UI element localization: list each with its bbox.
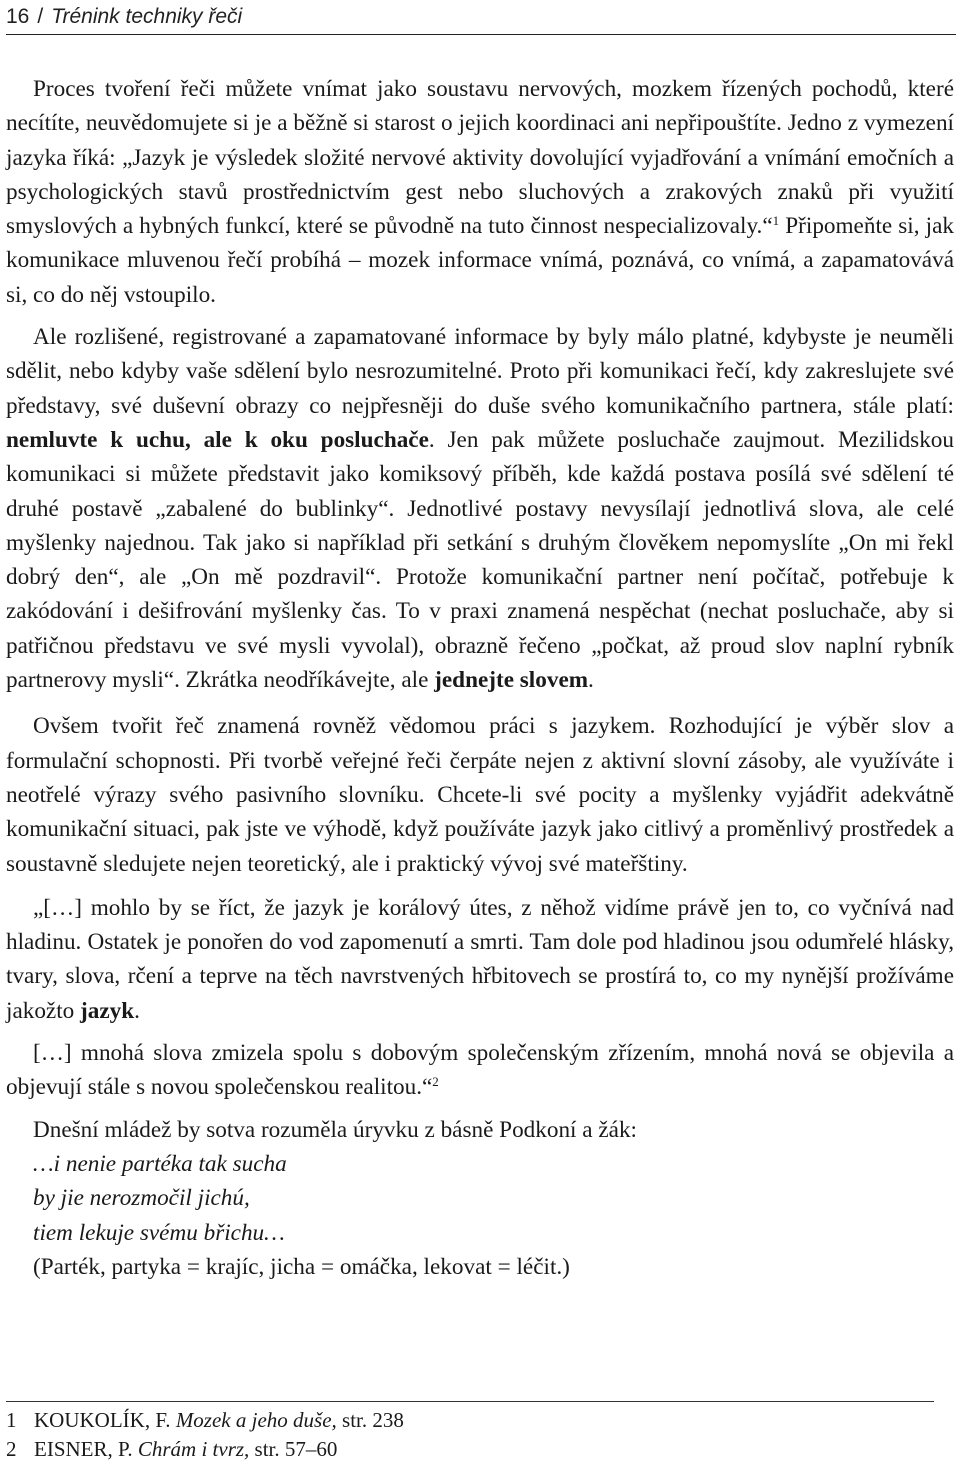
paragraph-2 <box>6 320 954 697</box>
header-separator: / <box>37 5 44 28</box>
footnote-divider <box>6 1401 934 1402</box>
footnotes <box>6 1406 946 1464</box>
footnote-author: KOUKOLÍK, F. <box>34 1408 176 1432</box>
paragraph-1-text: Proces tvoření řeči můžete vnímat jako soustavu nervových, mozkem řízených pochodů, které necítíte, neuvědomujete si je a běžně si starost o jejich koordinaci ani nepřipouštíte. Jedno z vymezení jazyka říká: „Jazyk je výsledek složité nervové aktivity dovolující vyjadřování a vnímání emočních a psychologických stavů prostřednictvím gest nebo sluchových a zrakových znaků při využití smyslových a hybných funkcí, které se původně na tuto činnost nespecializovaly.“ <box>6 76 954 240</box>
paragraph-4: Dnešní mládež by sotva rozuměla úryvku z básně Podkoní a žák: <box>33 1116 637 1143</box>
paragraph-2-end: . <box>588 667 594 694</box>
paragraph-3: Ovšem tvořit řeč znamená rovněž vědomou práci s jazykem. Rozhodující je výběr slov a formulační schopnosti. Při tvorbě veřejné řeči čerpáte nejen z aktivní slovní zásoby, ale využíváte i neotřelé výrazy svého pasivního slovníku. Chcete-li své pocity a myšlenky vyjádřit adekvátně komunikační situaci, pak jste ve výhodě, když používáte jazyk jako citlivý a proměnlivý prostředek a soustavně sledujete nejen teoretický, ale i praktický vývoj své mateřštiny. <box>6 713 954 877</box>
poem-line: by jie nerozmočil jichú, <box>33 1185 250 1212</box>
footnote-pages: str. 57–60 <box>249 1437 338 1461</box>
quote-1-text: „[…] mohlo by se říct, že jazyk je korálový útes, z něhož vidíme právě jen to, co vyčnívá nad hladinu. Ostatek je ponořen do vod zapomenutí a smrti. Tam dole pod hladinou jsou odumřelé hlásky, tvary, slova, rčení a teprve na těch navrstvených hřbitovech se prostírá to, co my nynější prožíváme jakožto <box>6 894 954 1024</box>
footnote-1 <box>6 1406 946 1435</box>
paragraph-1 <box>6 72 954 312</box>
quote-2-text: […] mnohá slova zmizela spolu s dobovým společenským zřízením, mnohá nová se objevila a objevují stále s novou společenskou realitou.“ <box>6 1040 954 1101</box>
quote-paragraph-1 <box>6 891 954 1028</box>
quote-paragraph-2 <box>6 1036 954 1105</box>
footnote-number: 1 <box>6 1408 17 1432</box>
footnote-ref-2: 2 <box>432 1074 439 1090</box>
paragraph-2-text: Ale rozlišené, registrované a zapamatované informace by byly málo platné, kdybyste je neuměli sdělit, nebo kdyby vaše sdělení bylo nesrozumitelné. Proto při komunikaci řečí, kdy zakreslujete své představy, své duševní obrazy co nejpřesněji do duše svého komunikačního partnera, stále platí: <box>6 324 954 419</box>
paragraph-1-text-cont: Připomeňte si, jak komunikace mluvenou řečí probíhá – mozek informace vnímá, poznává, co vnímá, a zapamatovává si, co do něj vstoupilo. <box>6 213 954 308</box>
footnote-title: Chrám i tvrz, <box>137 1437 250 1461</box>
emphasis-act-with-word: jednejte slovem <box>434 667 589 694</box>
footnote-ref-1: 1 <box>772 213 780 229</box>
page-number: 16 <box>6 5 30 28</box>
paragraph-2-text-cont: . Jen pak můžete posluchače zaujmout. Mezilidskou komunikaci si můžete představit jako komiksový příběh, kde každá postava posílá své sdělení té druhé postavě „zabalené do bublinky“. Jednotlivé postavy nevysílají jednotlivá slova, ale celé myšlenky najednou. Tak jako si například při setkání s druhým člověkem nepomyslíte „On mi řekl dobrý den“, ale „On mě pozdravil“. Protože komunikační partner není počítač, potřebuje k zakódování i dešifrování myšlenky čas. To v praxi znamená nespěchat (nechat posluchače, aby si patřičnou představu ve své mysli vyvolal), obrazně řečeno „počkat, až proud slov naplní rybník partnerovy mysli“. Zkrátka neodříkávejte, ale <box>6 426 954 694</box>
main-text <box>6 72 954 1284</box>
footnote-number: 2 <box>6 1437 17 1461</box>
emphasis-ear-eye: nemluvte k uchu, ale k oku posluchače <box>6 426 429 453</box>
footnote-2 <box>6 1435 946 1464</box>
footnote-pages: str. 238 <box>336 1408 404 1432</box>
poem-excerpt <box>6 1147 954 1284</box>
poem-line: tiem lekuje svému břichu… <box>33 1219 285 1246</box>
poem-gloss: (Parték, partyka = krajíc, jicha = omáčka, lekovat = léčit.) <box>33 1253 570 1280</box>
quote-1-end: . <box>134 997 140 1024</box>
running-header <box>6 0 956 35</box>
footnote-author: EISNER, P. <box>34 1437 138 1461</box>
poem-line: …i nenie partéka tak sucha <box>33 1150 287 1177</box>
footnote-title: Mozek a jeho duše, <box>175 1408 337 1432</box>
emphasis-language: jazyk <box>80 997 135 1024</box>
chapter-title: Trénink techniky řeči <box>51 5 243 28</box>
